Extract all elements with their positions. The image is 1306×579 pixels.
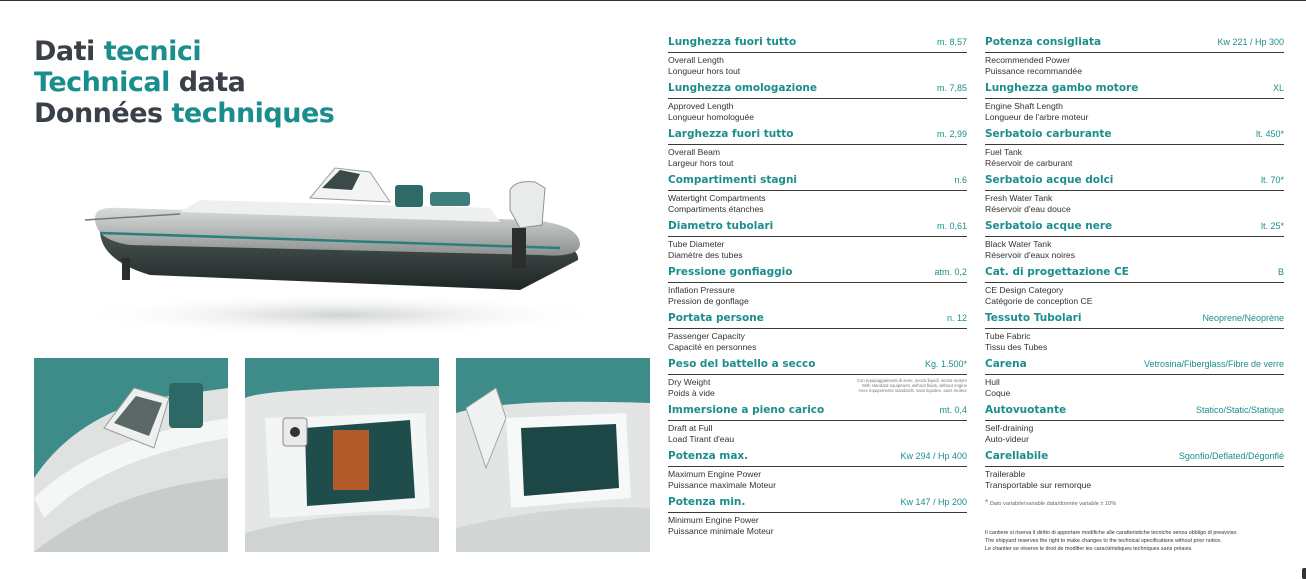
- spec-label: Serbatoio acque nere: [985, 220, 1113, 232]
- spec-value: mt. 0,4: [939, 405, 967, 415]
- page-title: [34, 36, 334, 129]
- spec-header: [668, 358, 967, 375]
- spec-item: [668, 358, 967, 404]
- spec-translation-en: Dry Weight: [668, 377, 711, 387]
- spec-label: Cat. di progettazione CE: [985, 266, 1129, 278]
- spec-translation-en: Tube Diameter: [668, 239, 725, 249]
- spec-translation-fr: Compartiments étanches: [668, 204, 764, 214]
- spec-item: [668, 312, 967, 358]
- specs-column-right: [985, 36, 1284, 496]
- spec-item: [985, 266, 1284, 312]
- spec-translation-en: Passenger Capacity: [668, 331, 745, 341]
- spec-value: lt. 70*: [1260, 175, 1284, 185]
- spec-value: Kw 221 / Hp 300: [1217, 37, 1284, 47]
- spec-value: Neoprene/Néoprène: [1202, 313, 1284, 323]
- spec-header: [668, 450, 967, 467]
- spec-item: [985, 312, 1284, 358]
- spec-translation-fr: Réservoir d'eaux noires: [985, 250, 1076, 260]
- spec-value: lt. 25*: [1260, 221, 1284, 231]
- spec-header: [985, 450, 1284, 467]
- spec-header: [985, 312, 1284, 329]
- spec-item: [985, 404, 1284, 450]
- spec-translation-fr: Réservoir de carburant: [985, 158, 1073, 168]
- spec-value: Vetrosina/Fiberglass/Fibre de verre: [1143, 359, 1284, 369]
- spec-label: Lunghezza gambo motore: [985, 82, 1139, 94]
- spec-header: [668, 36, 967, 53]
- spec-translation-en: CE Design Category: [985, 285, 1064, 295]
- spec-translation-fr: Pression de gonflage: [668, 296, 749, 306]
- spec-translation-en: Watertight Compartments: [668, 193, 766, 203]
- spec-item: [985, 82, 1284, 128]
- spec-translation-fr: Largeur hors tout: [668, 158, 734, 168]
- spec-label: Lunghezza fuori tutto: [668, 36, 797, 48]
- spec-item: [668, 404, 967, 450]
- spec-item: [668, 82, 967, 128]
- title-french: Données techniques: [34, 98, 335, 129]
- spec-translation-en: Approved Length: [668, 101, 734, 111]
- spec-label: Carellabile: [985, 450, 1049, 462]
- disclaimer: Il cantiere si riserva il diritto di apportare modifiche alle caratteristiche tecniche senza obbligo di preavviso. The shipyard reserves the right to make changes to the technical specifications without prior notice. Le chantier se réserve le droit de modifier les caractéristiques techniques sans préavis.: [985, 530, 1238, 552]
- variable-data-footnote: * Dato variabile/variable data/donnée variable ± 10%: [985, 498, 1117, 507]
- spec-label: Carena: [985, 358, 1027, 370]
- spec-label: Serbatoio carburante: [985, 128, 1112, 140]
- spec-label: Lunghezza omologazione: [668, 82, 818, 94]
- spec-label: Diametro tubolari: [668, 220, 774, 232]
- spec-translation-fr: Longueur hors tout: [668, 66, 741, 76]
- spec-translation-en: Recommended Power: [985, 55, 1071, 65]
- specs-column-left: [668, 36, 967, 542]
- spec-label: Serbatoio acque dolci: [985, 174, 1114, 186]
- spec-translation-fr: Catégorie de conception CE: [985, 296, 1093, 306]
- spec-translation-fr: Capacité en personnes: [668, 342, 757, 352]
- spec-translation-en: Hull: [985, 377, 1000, 387]
- spec-item: [668, 266, 967, 312]
- spec-header: [668, 220, 967, 237]
- spec-label: Pressione gonfiaggio: [668, 266, 793, 278]
- spec-label: Potenza consigliata: [985, 36, 1102, 48]
- hero-boat-image: [60, 150, 620, 340]
- spec-header: [668, 496, 967, 513]
- spec-value: XL: [1272, 83, 1284, 93]
- spec-translation-fr: Coque: [985, 388, 1011, 398]
- spec-translation-fr: Longueur homologuée: [668, 112, 755, 122]
- spec-note: Con equipaggiamenti di serie, senza liquidi, senza motore With standard equipment, without fluids, without engine Avec équipements standards, sans liquides, sans moteur: [856, 378, 967, 394]
- spec-item: [985, 128, 1284, 174]
- spec-translation-en: Overall Length: [668, 55, 724, 65]
- spec-header: [985, 36, 1284, 53]
- spec-header: [985, 82, 1284, 99]
- spec-value: B: [1277, 267, 1284, 277]
- spec-header: [985, 358, 1284, 375]
- spec-value: atm. 0,2: [934, 267, 967, 277]
- spec-translation-fr: Puissance maximale Moteur: [668, 480, 776, 490]
- title-italian: Dati tecnici: [34, 36, 202, 67]
- spec-header: [668, 174, 967, 191]
- spec-translation-fr: Puissance minimale Moteur: [668, 526, 774, 536]
- spec-item: [668, 174, 967, 220]
- spec-value: Statico/Static/Statique: [1195, 405, 1284, 415]
- spec-header: [668, 266, 967, 283]
- title-english: Technical data: [34, 67, 246, 98]
- spec-label: Larghezza fuori tutto: [668, 128, 794, 140]
- spec-translation-en: Self-draining: [985, 423, 1034, 433]
- photo-console-view: [34, 358, 228, 552]
- spec-item: [668, 36, 967, 82]
- spec-value: n.6: [954, 175, 967, 185]
- spec-item: [668, 450, 967, 496]
- spec-label: Tessuto Tubolari: [985, 312, 1082, 324]
- spec-item: [668, 220, 967, 266]
- spec-label: Immersione a pieno carico: [668, 404, 825, 416]
- spec-label: Compartimenti stagni: [668, 174, 798, 186]
- spec-translation-en: Minimum Engine Power: [668, 515, 759, 525]
- spec-header: [668, 312, 967, 329]
- spec-translation-en: Engine Shaft Length: [985, 101, 1063, 111]
- spec-header: [985, 128, 1284, 145]
- spec-header: [668, 128, 967, 145]
- spec-translation-fr: Auto-videur: [985, 434, 1029, 444]
- spec-label: Potenza min.: [668, 496, 746, 508]
- spec-translation-en: Maximum Engine Power: [668, 469, 762, 479]
- spec-value: n. 12: [946, 313, 967, 323]
- spec-translation-fr: Longueur de l'arbre moteur: [985, 112, 1089, 122]
- spec-label: Potenza max.: [668, 450, 749, 462]
- spec-value: Kw 147 / Hp 200: [900, 497, 967, 507]
- spec-value: m. 2,99: [936, 129, 967, 139]
- spec-translation-fr: Puissance recommandée: [985, 66, 1082, 76]
- spec-translation-fr: Poids à vide: [668, 388, 715, 398]
- spec-value: Kw 294 / Hp 400: [900, 451, 967, 461]
- spec-translation-en: Fuel Tank: [985, 147, 1023, 157]
- spec-value: Sgonfio/Deflated/Dégonflé: [1178, 451, 1284, 461]
- spec-label: Peso del battello a secco: [668, 358, 816, 370]
- spec-value: m. 7,85: [936, 83, 967, 93]
- spec-item: [985, 450, 1284, 496]
- spec-value: Kg. 1.500*: [924, 359, 967, 369]
- spec-translation-fr: Load Tirant d'eau: [668, 434, 735, 444]
- spec-value: lt. 450*: [1255, 129, 1284, 139]
- spec-label: Autovuotante: [985, 404, 1067, 416]
- spec-item: [985, 174, 1284, 220]
- spec-header: [985, 266, 1284, 283]
- spec-translation-fr: Réservoir d'eau douce: [985, 204, 1071, 214]
- spec-header: [985, 174, 1284, 191]
- spec-header: [985, 220, 1284, 237]
- spec-label: Portata persone: [668, 312, 764, 324]
- spec-header: [985, 404, 1284, 421]
- spec-translation-en: Overall Beam: [668, 147, 721, 157]
- spec-header: [668, 404, 967, 421]
- spec-item: [985, 36, 1284, 82]
- spec-header: [668, 82, 967, 99]
- spec-item: [668, 496, 967, 542]
- spec-item: [985, 220, 1284, 266]
- spec-translation-en: Fresh Water Tank: [985, 193, 1053, 203]
- top-rule: [0, 0, 1306, 1]
- spec-translation-en: Black Water Tank: [985, 239, 1052, 249]
- spec-translation-en: Tube Fabric: [985, 331, 1031, 341]
- spec-translation-en: Draft at Full: [668, 423, 713, 433]
- spec-value: m. 0,61: [936, 221, 967, 231]
- spec-item: [668, 128, 967, 174]
- photo-table-view: [245, 358, 439, 552]
- spec-translation-en: Trailerable: [985, 469, 1026, 479]
- spec-value: m. 8,57: [936, 37, 967, 47]
- spec-translation-fr: Transportable sur remorque: [985, 480, 1092, 490]
- spec-item: [985, 358, 1284, 404]
- photo-bow-view: [456, 358, 650, 552]
- page-edge-tab: [1302, 568, 1306, 579]
- spec-translation-fr: Tissu des Tubes: [985, 342, 1048, 352]
- spec-translation-en: Inflation Pressure: [668, 285, 735, 295]
- spec-translation-fr: Diamètre des tubes: [668, 250, 743, 260]
